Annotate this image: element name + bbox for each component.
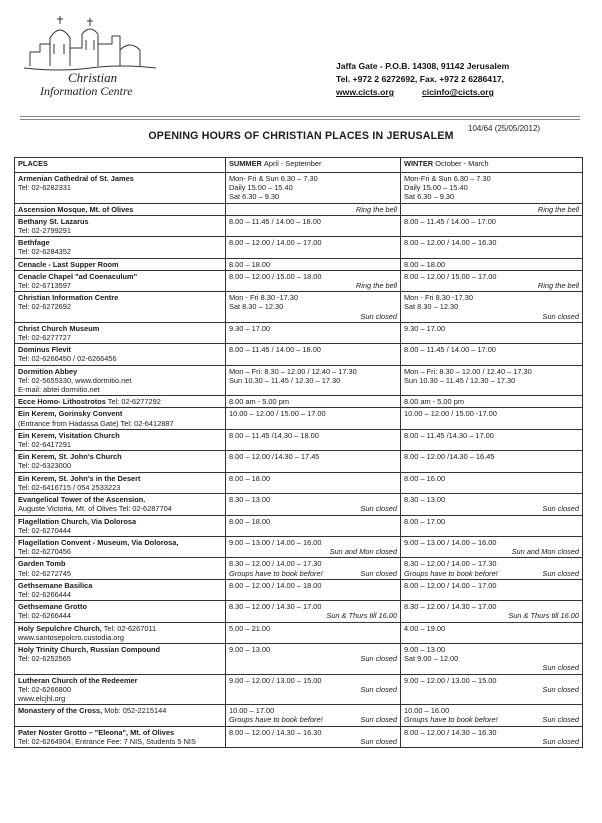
table-row (15, 643, 583, 674)
summer-hours-line: 8.30 – 13.00 (229, 495, 271, 505)
summer-hours-line: Mon - Fri 8.30 -17.30 (229, 293, 299, 303)
place-name: Dominus Flevit (18, 345, 71, 355)
summer-hours-cell (226, 203, 401, 215)
winter-hours-cell (401, 322, 583, 343)
winter-hours-cell (401, 270, 583, 291)
place-name: Bethany St. Lazarus (18, 216, 89, 226)
summer-hours-cell (226, 292, 401, 323)
summer-hours-cell (226, 237, 401, 258)
summer-hours-line: 8.30 – 12.00 / 14.00 – 17.30 (229, 559, 322, 569)
winter-hours-line: 8.00 – 11.45 /14.30 – 17.00 (404, 430, 494, 440)
place-detail: Tel: 02-6252565 (18, 654, 72, 664)
summer-hours-line: 9.00 – 13.00 (229, 644, 271, 654)
place-detail: Tel: 02-6323000 (18, 461, 72, 471)
header-divider (20, 116, 580, 117)
place-cell (15, 237, 226, 258)
summer-hours-line: 8.00 – 12.00 / 14.00 – 17.00 (229, 238, 322, 248)
winter-hours-line: 8.00 – 17.00 (404, 516, 446, 526)
place-detail: Auguste Victoria, Mt. of Olives Tel: 02-6287704 (18, 504, 172, 514)
winter-note: Sun & Thurs till 16.00 (508, 611, 579, 621)
place-name: Evangelical Tower of the Ascension. (18, 495, 146, 505)
winter-hours-line: Daily 15.00 – 15.40 (404, 183, 468, 193)
place-detail: Tel: 02-6417291 (18, 440, 72, 450)
table-row (15, 408, 583, 429)
document-reference: 104/64 (25/05/2012) (468, 124, 541, 133)
place-detail: Tel: 02-6272745 (18, 568, 72, 578)
place-name: Monastery of the Cross, (18, 706, 103, 716)
place-detail: Tel: 02-6272692 (18, 302, 72, 312)
summer-hours-line: 9.30 – 17.00 (229, 323, 271, 333)
place-name: Garden Tomb (18, 559, 66, 569)
winter-hours-cell (401, 173, 583, 204)
table-row (15, 173, 583, 204)
column-header-places: PLACES (15, 158, 226, 173)
place-name: Ecce Homo- Lithostrotos (18, 397, 106, 407)
summer-hours-cell (226, 396, 401, 408)
place-cell (15, 270, 226, 291)
contact-block (336, 60, 509, 99)
winter-hours-line: 8.00 – 18.00 (404, 259, 446, 269)
place-detail[interactable]: Tel: 02-5655330, www.dormitio.net (18, 375, 132, 385)
place-cell (15, 451, 226, 472)
summer-hours-line: 9.00 – 12.00 / 13.00 – 15.00 (229, 675, 322, 685)
winter-hours-cell (401, 344, 583, 365)
place-detail: Tel: 02-6416715 / 054 2533223 (18, 482, 121, 492)
winter-note: Sun closed (542, 663, 579, 673)
place-cell (15, 365, 226, 396)
summer-hours-line: 8.00 – 18.00 (229, 259, 271, 269)
winter-hours-cell (401, 558, 583, 579)
summer-note: Sun & Thurs till 16.00 (326, 611, 397, 621)
place-name: Gethsemane Basilica (18, 580, 93, 590)
winter-hours-line: Mon – Fri: 8.30 – 12.00 / 12.40 – 17.30 (404, 366, 532, 376)
summer-hours-line: 10.00 – 12.00 / 15.00 – 17.00 (229, 409, 326, 419)
winter-hours-cell (401, 451, 583, 472)
place-cell (15, 536, 226, 557)
table-row (15, 558, 583, 579)
winter-hours-cell (401, 579, 583, 600)
winter-hours-cell (401, 674, 583, 705)
winter-note: Sun closed (542, 504, 579, 514)
place-detail: Tel: 02-6713597 (18, 281, 72, 291)
table-row (15, 536, 583, 557)
header-divider-2 (20, 119, 580, 120)
winter-hours-cell (401, 515, 583, 536)
summer-hours-line: 8.00 – 12.00 / 14.30 – 16.30 (229, 727, 322, 737)
table-row (15, 674, 583, 705)
contact-links (336, 86, 509, 99)
winter-hours-line: Mon-Fri & Sun 6.30 – 7.30 (404, 174, 491, 183)
place-name: Armenian Cathedral of St. James (18, 174, 134, 183)
winter-hours-line: 8.00 – 12.00 / 14.30 – 16.30 (404, 727, 497, 737)
place-detail: Tel: 02-6284352 (18, 247, 72, 257)
winter-hours-line: Sat 6.30 – 9.30 (404, 192, 455, 202)
winter-hours-line: 8.00 – 11.45 / 14.00 – 17.00 (404, 345, 496, 355)
summer-note: Sun closed (360, 654, 397, 664)
summer-hours-cell (226, 270, 401, 291)
table-row (15, 494, 583, 515)
summer-hours-cell (226, 705, 401, 726)
place-detail: Tel: 02-6277727 (18, 333, 72, 343)
place-cell (15, 558, 226, 579)
summer-note: Sun closed (360, 715, 397, 725)
winter-hours-line: 10.00 – 12.00 / 15.00 -17.00 (404, 409, 497, 419)
summer-hours-cell (226, 322, 401, 343)
contact-address: Jaffa Gate - P.O.B. 14308, 91142 Jerusalem (336, 61, 510, 71)
place-detail[interactable]: www.santosepolcro.custodia.org (18, 632, 124, 642)
summer-range: April - September (263, 159, 322, 168)
winter-note: Sun closed (542, 736, 579, 746)
table-row (15, 726, 583, 747)
winter-hours-line: 10.00 – 16.00 (404, 706, 450, 716)
winter-hours-line: 8.00 am - 5.00 pm (404, 397, 464, 407)
winter-note: Ring the bell (537, 281, 579, 291)
winter-hours-line: 9.30 – 17.00 (404, 323, 446, 333)
winter-label: WINTER (404, 159, 434, 168)
summer-hours-cell (226, 643, 401, 674)
table-row (15, 622, 583, 643)
table-header-row (15, 158, 583, 173)
place-name: Bethfage (18, 238, 50, 248)
winter-hours-line: 8.30 – 13.00 (404, 495, 446, 505)
table-row (15, 429, 583, 450)
winter-hours-line: 9.00 – 13.00 / 14.00 – 16.00 (404, 537, 497, 547)
summer-note: Sun closed (360, 684, 397, 694)
summer-hours-line: Mon – Fri: 8.30 – 12.00 / 12.40 – 17.30 (229, 366, 357, 376)
table-row (15, 237, 583, 258)
place-cell (15, 674, 226, 705)
winter-hours-line: 9.00 – 12.00 / 13.00 – 15.00 (404, 675, 497, 685)
summer-hours-line: Mon- Fri & Sun 6.30 – 7.30 (229, 174, 318, 183)
summer-note-left: Groups have to book before! (229, 715, 323, 725)
summer-note: Sun closed (360, 736, 397, 746)
place-name: Christian Information Centre (18, 293, 119, 303)
winter-hours-line: Sun 10.30 – 11.45 / 12.30 – 17.30 (404, 375, 516, 385)
place-detail: Tel: 02-6264904, Entrance Fee: 7 NIS, Students 5 NIS (18, 736, 196, 746)
summer-note-left: Groups have to book before! (229, 568, 323, 578)
winter-note: Sun closed (542, 715, 579, 725)
table-row (15, 270, 583, 291)
winter-hours-cell (401, 365, 583, 396)
table-row (15, 258, 583, 270)
summer-hours-line: 8.00 – 11.45 / 14.00 – 18.00 (229, 216, 321, 226)
summer-hours-cell (226, 365, 401, 396)
winter-hours-line: Sat 9.00 – 12.00 (404, 654, 459, 664)
place-cell (15, 322, 226, 343)
summer-hours-cell (226, 601, 401, 622)
summer-hours-cell (226, 674, 401, 705)
summer-hours-cell (226, 429, 401, 450)
summer-note: Sun closed (360, 568, 397, 578)
place-name: Ein Kerem, Gorinsky Convent (18, 409, 123, 419)
winter-hours-cell (401, 396, 583, 408)
winter-hours-line: 8.30 – 12.00 / 14.30 – 17.00 (404, 602, 497, 612)
place-phone: Mob: 052-2215144 (104, 706, 167, 716)
summer-note: Sun closed (360, 504, 397, 514)
winter-hours-line: 8.30 – 12.00 / 14.00 – 17.30 (404, 559, 497, 569)
summer-hours-line: 8.00 – 12.00 /14.30 – 17.45 (229, 452, 320, 462)
place-cell (15, 579, 226, 600)
place-cell (15, 643, 226, 674)
summer-hours-cell (226, 494, 401, 515)
place-name: Pater Noster Grotto – "Eleona", Mt. of Olives (18, 727, 175, 737)
place-cell (15, 472, 226, 493)
summer-hours-line: Sat 8.30 – 12.30 (229, 302, 284, 312)
table-row (15, 365, 583, 396)
place-cell (15, 726, 226, 747)
summer-note: Ring the bell (355, 281, 397, 291)
table-row (15, 215, 583, 236)
place-cell (15, 203, 226, 215)
winter-note-left: Groups have to book before! (404, 715, 498, 725)
page-title: OPENING HOURS OF CHRISTIAN PLACES IN JERUSALEM (148, 130, 454, 142)
place-cell (15, 215, 226, 236)
website-link[interactable]: www.cicts.org (336, 87, 394, 97)
winter-hours-line: 8.00 – 11.45 / 14.00 – 17.00 (404, 216, 496, 226)
summer-hours-cell (226, 408, 401, 429)
winter-hours-cell (401, 643, 583, 674)
summer-hours-cell (226, 515, 401, 536)
place-name: Gethsemane Grotto (18, 602, 87, 612)
winter-hours-line: Mon - Fri 8.30 -17.30 (404, 293, 474, 303)
summer-hours-line: 8.00 – 12.00 / 15.00 – 18.00 (229, 271, 322, 281)
winter-hours-cell (401, 258, 583, 270)
table-body (15, 173, 583, 748)
email-link[interactable]: cicinfo@cicts.org (421, 87, 494, 97)
summer-hours-line: 8.00 – 12.00 / 14.00 – 18.00 (229, 580, 322, 590)
winter-hours-line: 8.00 – 12.00 / 14.00 – 16.30 (404, 238, 497, 248)
winter-hours-cell (401, 622, 583, 643)
winter-hours-cell (401, 429, 583, 450)
winter-hours-cell (401, 494, 583, 515)
place-name: Christ Church Museum (18, 323, 100, 333)
place-cell (15, 396, 226, 408)
place-name: Flagellation Church, Via Dolorosa (18, 516, 137, 526)
summer-note: Ring the bell (355, 204, 397, 214)
place-detail: Tel: 02-6270456 (18, 547, 72, 557)
summer-hours-line: 8.00 – 11.45 /14.30 – 18.00 (229, 430, 319, 440)
place-name: Ein Kerem, St. John's in the Desert (18, 473, 141, 483)
place-phone: Tel: 02-6277292 (107, 397, 161, 407)
summer-hours-line: 10.00 – 17.00 (229, 706, 275, 716)
opening-hours-table (14, 157, 583, 748)
winter-hours-line: 8.00 – 12.00 / 14.00 – 17.00 (404, 580, 497, 590)
place-name: Flagellation Convent - Museum, Via Dolorosa, (18, 537, 179, 547)
winter-hours-line: 8.00 – 12.00 / 15.00 – 17.00 (404, 271, 497, 281)
winter-hours-cell (401, 705, 583, 726)
summer-hours-cell (226, 536, 401, 557)
table-row (15, 322, 583, 343)
winter-note: Sun closed (542, 568, 579, 578)
place-cell (15, 258, 226, 270)
place-detail: Tel: 02-2799291 (18, 226, 72, 236)
place-cell (15, 429, 226, 450)
table-row (15, 579, 583, 600)
winter-hours-cell (401, 408, 583, 429)
logo-text-christian: Christian (68, 70, 118, 85)
winter-hours-line: 4.00 – 19.00 (404, 623, 446, 633)
summer-hours-line: 8.30 – 12.00 / 14.30 – 17.00 (229, 602, 322, 612)
summer-hours-line: 8.00 – 11.45 / 14.00 – 18.00 (229, 345, 321, 355)
winter-hours-cell (401, 536, 583, 557)
place-detail: Tel: 02-6266444 (18, 589, 72, 599)
place-name: Holy Sepulchre Church, (18, 623, 102, 633)
table-row (15, 601, 583, 622)
table-row (15, 292, 583, 323)
summer-hours-cell (226, 472, 401, 493)
table-row (15, 472, 583, 493)
winter-hours-line: 8.00 – 16.00 (404, 473, 446, 483)
summer-note: Sun closed (360, 311, 397, 321)
logo-text-info-centre: Information Centre (40, 84, 133, 98)
column-header-winter (401, 158, 583, 173)
winter-hours-cell (401, 292, 583, 323)
place-detail: Tel: 02-6282331 (18, 183, 72, 193)
place-cell (15, 292, 226, 323)
summer-hours-cell (226, 258, 401, 270)
winter-hours-line: 9.00 – 13.00 (404, 644, 446, 654)
summer-hours-line: 8.00 – 18.00 (229, 473, 271, 483)
winter-hours-cell (401, 472, 583, 493)
place-cell (15, 601, 226, 622)
summer-hours-cell (226, 344, 401, 365)
summer-label: SUMMER (229, 159, 262, 168)
winter-hours-cell (401, 215, 583, 236)
winter-note: Ring the bell (537, 204, 579, 214)
summer-hours-cell (226, 173, 401, 204)
table-row (15, 705, 583, 726)
summer-hours-line: 9.00 – 13.00 / 14.00 – 16.00 (229, 537, 322, 547)
winter-hours-cell (401, 726, 583, 747)
place-name: Dormition Abbey (18, 366, 78, 376)
place-cell (15, 344, 226, 365)
place-detail: Tel: 02-6266444 (18, 611, 72, 621)
summer-hours-cell (226, 622, 401, 643)
place-detail: (Entrance from Hadassa Gate) Tel: 02-6412887 (18, 418, 174, 428)
place-name: Ein Kerem, Visitation Church (18, 430, 120, 440)
place-detail: Tel: 02-6266800 (18, 684, 72, 694)
place-name: Holy Trinity Church, Russian Compound (18, 644, 161, 654)
winter-range: October - March (435, 159, 489, 168)
contact-phone: Tel. +972 2 6272692, Fax. +972 2 6286417, (336, 74, 505, 84)
summer-hours-cell (226, 215, 401, 236)
place-detail: Tel: 02-6266450 / 02-6266456 (18, 354, 117, 364)
place-detail[interactable]: www.elcjhl.org (18, 693, 66, 703)
winter-hours-cell (401, 237, 583, 258)
winter-hours-cell (401, 601, 583, 622)
place-name: Ein Kerem, St. John's Church (18, 452, 122, 462)
summer-hours-line: Sun 10.30 – 11.45 / 12.30 – 17.30 (229, 375, 341, 385)
place-name: Lutheran Church of the Redeemer (18, 675, 138, 685)
table-row (15, 203, 583, 215)
summer-note: Sun and Mon closed (329, 547, 397, 557)
table-row (15, 396, 583, 408)
summer-hours-line: Sat 6.30 – 9.30 (229, 192, 280, 202)
winter-hours-cell (401, 203, 583, 215)
summer-hours-cell (226, 579, 401, 600)
winter-note-left: Groups have to book before! (404, 568, 498, 578)
winter-note: Sun closed (542, 684, 579, 694)
place-name: Ascension Mosque, Mt. of Olives (18, 204, 134, 214)
place-detail[interactable]: E-mail: abtei dormitio.net (18, 385, 100, 395)
place-cell (15, 173, 226, 204)
summer-hours-cell (226, 451, 401, 472)
place-cell (15, 622, 226, 643)
table-row (15, 344, 583, 365)
summer-hours-line: 8.00 – 18.00 (229, 516, 271, 526)
winter-note: Sun closed (542, 311, 579, 321)
table-row (15, 451, 583, 472)
winter-hours-line: 8.00 – 12.00 /14.30 – 16.45 (404, 452, 495, 462)
summer-hours-line: 8.00 am - 5.00 pm (229, 397, 289, 407)
summer-hours-line: 5.00 – 21.00 (229, 623, 271, 633)
place-cell (15, 408, 226, 429)
table-row (15, 515, 583, 536)
place-name: Cenacle - Last Supper Room (18, 259, 119, 269)
place-detail: Tel: 02-6270444 (18, 525, 72, 535)
summer-hours-cell (226, 726, 401, 747)
winter-hours-line: Sat 8.30 – 12.30 (404, 302, 459, 312)
place-cell (15, 515, 226, 536)
summer-hours-line: Daily 15.00 – 15.40 (229, 183, 293, 193)
place-cell (15, 705, 226, 726)
cic-logo (20, 14, 160, 104)
place-phone: Tel: 02-6267011 (103, 623, 157, 633)
summer-hours-cell (226, 558, 401, 579)
place-name: Cenacle Chapel "ad Coenaculum" (18, 271, 138, 281)
place-cell (15, 494, 226, 515)
column-header-summer (226, 158, 401, 173)
winter-note: Sun and Mon closed (511, 547, 579, 557)
